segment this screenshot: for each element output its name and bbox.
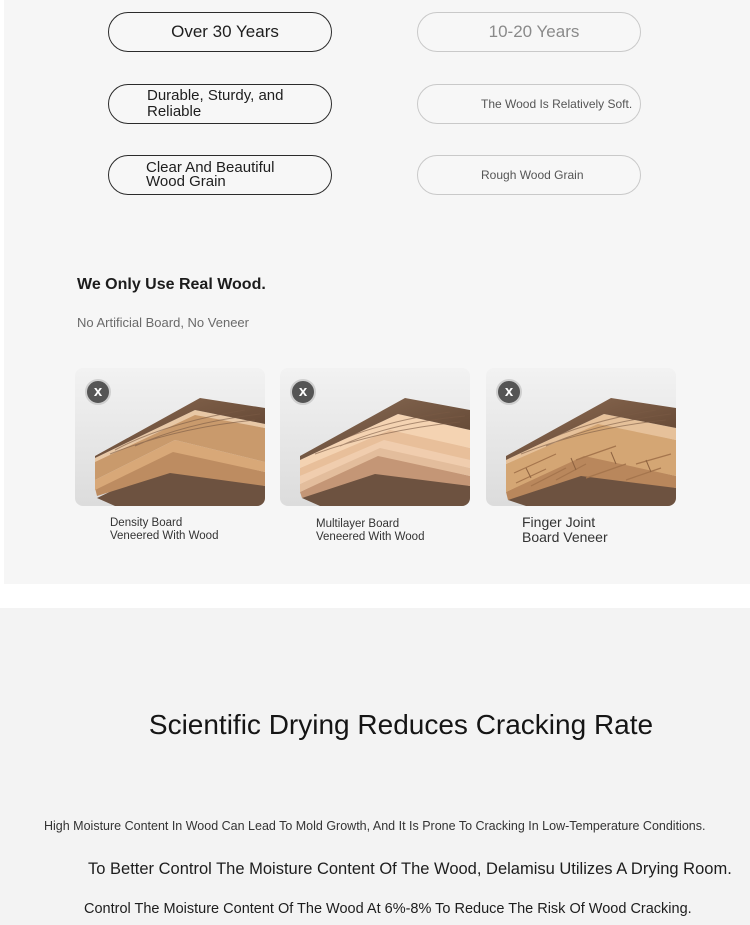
caption-line: Veneered With Wood	[316, 531, 425, 543]
pill-solid-wood-durability	[108, 84, 332, 124]
pill-label: Durable, Sturdy, and Reliable	[147, 87, 284, 120]
caption-line: Multilayer Board	[316, 518, 400, 530]
pill-label: Over 30 Years	[171, 22, 279, 41]
caption-line: Veneered With Wood	[110, 530, 219, 542]
real-wood-title: We Only Use Real Wood.	[77, 276, 266, 293]
density-board-caption	[110, 517, 218, 543]
finger-joint-board-image	[486, 368, 676, 506]
caption-line: Density Board	[110, 517, 183, 529]
caption-line: Board Veneer	[522, 529, 608, 545]
multilayer-board-image	[280, 368, 470, 506]
density-board-image	[75, 368, 265, 506]
drying-title: Scientific Drying Reduces Cracking Rate	[148, 709, 654, 740]
x-icon: x	[290, 379, 316, 405]
caption-line: Finger Joint	[522, 514, 596, 530]
pill-label: The Wood Is Relatively Soft.	[481, 97, 633, 111]
pill-other-grain	[417, 155, 641, 195]
drying-description-3: Control The Moisture Content Of The Wood At 6%-8% To Reduce The Risk Of Wood Cracking.	[84, 901, 692, 917]
multilayer-board-caption	[316, 518, 424, 544]
pill-solid-wood-lifespan	[108, 12, 332, 52]
x-icon: x	[85, 379, 111, 405]
pill-solid-wood-grain	[108, 155, 332, 195]
pill-label: 10-20 Years	[488, 22, 580, 41]
drying-description-2: To Better Control The Moisture Content Of The Wood, Delamisu Utilizes A Drying Room.	[88, 860, 732, 878]
pill-label: Clear And Beautiful Wood Grain	[146, 159, 275, 190]
pill-label: Rough Wood Grain	[481, 168, 584, 182]
pill-other-durability	[417, 84, 641, 124]
drying-description-1: High Moisture Content In Wood Can Lead To Mold Growth, And It Is Prone To Cracking In Low-Temperature Conditions.	[44, 819, 706, 833]
x-icon: x	[496, 379, 522, 405]
real-wood-subtitle: No Artificial Board, No Veneer	[77, 315, 249, 330]
finger-joint-caption	[522, 515, 608, 545]
pill-other-lifespan	[417, 12, 641, 52]
